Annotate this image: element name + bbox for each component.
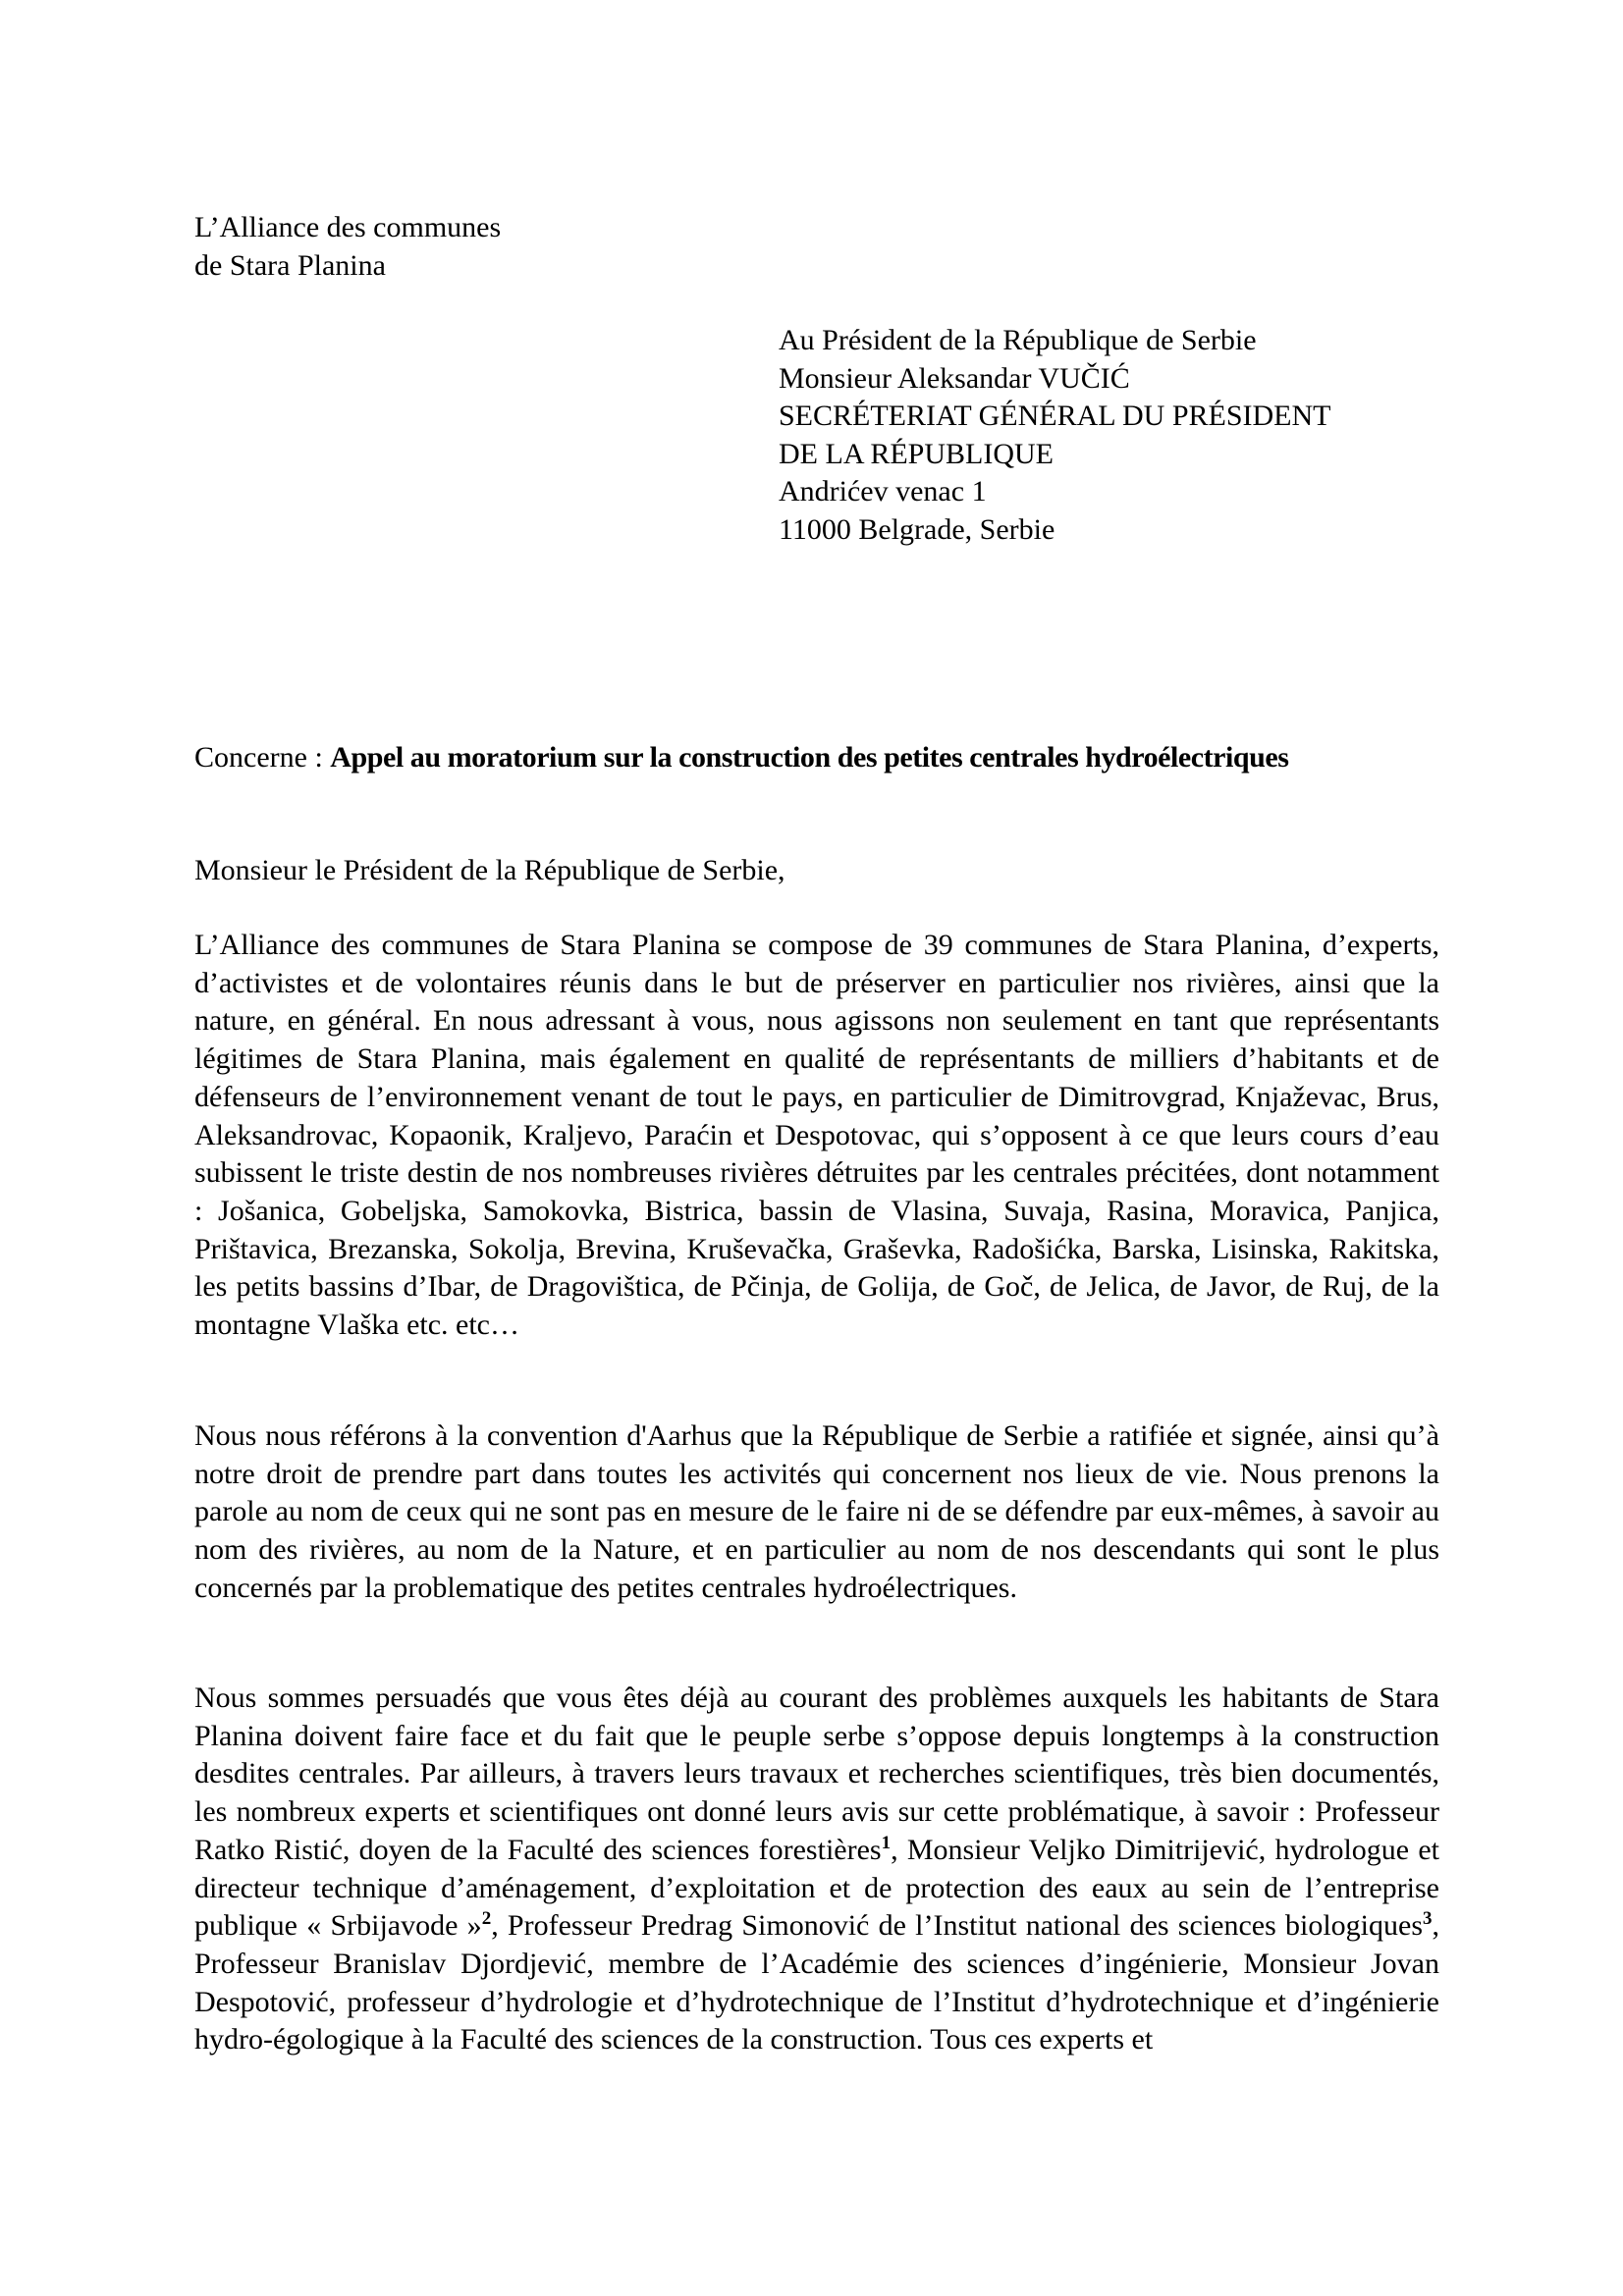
recipient-address-block xyxy=(779,322,1331,549)
recipient-line: Monsieur Aleksandar VUČIĆ xyxy=(779,361,1130,395)
salutation: Monsieur le Président de la République de Serbie, xyxy=(194,854,785,886)
subject-label: Concerne : xyxy=(194,741,331,774)
sender-line: de Stara Planina xyxy=(194,249,386,282)
recipient-line: Au Président de la République de Serbie xyxy=(779,324,1257,356)
body-paragraph xyxy=(194,1680,1439,2059)
subject-title: Appel au moratorium sur la construction des petites centrales hydroélectriques xyxy=(330,741,1289,774)
paragraph-text: , Professeur Predrag Simonović de l’Institut national des sciences biologiques xyxy=(491,1909,1423,1943)
paragraph-text: Nous sommes persuadés que vous êtes déjà au courant des problèmes auxquels les habitants de Stara Planina doivent faire face et du fait que le peuple serbe s’oppose depuis longtemps à la construction desdites centrales. Par ailleurs, à travers leurs travaux et recherches scientifiques, très bien documentés, les nombreux experts et scientifiques ont donné leurs avis sur cette problématique, à savoir : Professeur Ratko Ristić, doyen de la Faculté des sciences forestières xyxy=(194,1682,1439,1866)
sender-line: L’Alliance des communes xyxy=(194,211,502,243)
paragraph-text: , Monsieur Veljko Dimitrijević, hydrologue et directeur technique d’aménagement, d’exploitation et de protection des eaux au sein de l’entreprise publique « Srbijavode » xyxy=(194,1833,1439,1943)
recipient-line: Andrićev venac 1 xyxy=(779,475,987,507)
body-paragraph: L’Alliance des communes de Stara Planina se compose de 39 communes de Stara Planina, d’experts, d’activistes et de volontaires réunis dans le but de préserver en particulier nos rivières, ainsi que la nature, en général. En nous adressant à vous, nous agissons non seulement en tant que représentants légitimes de Stara Planina, mais également en qualité de représentants de milliers d’habitants et de défenseurs de l’environnement venant de tout le pays, en particulier de Dimitrovgrad, Knjaževac, Brus, Aleksandrovac, Kopaonik, Kraljevo, Paraćin et Despotovac, qui s’opposent à ce que leurs cours d’eau subissent le triste destin de nos nombreuses rivières détruites par les centrales précitées, dont notamment : Jošanica, Gobeljska, Samokovka, Bistrica, bassin de Vlasina, Suvaja, Rasina, Moravica, Panjica, Prištavica, Brezanska, Sokolja, Brevina, Kruševačka, Graševka, Radošićka, Barska, Lisinska, Rakitska, les petits bassins d’Ibar, de Dragovištica, de Pčinja, de Golija, de Goč, de Jelica, de Javor, de Ruj, de la montagne Vlaška etc. etc… xyxy=(194,929,1439,1342)
footnote-marker[interactable]: 2 xyxy=(481,1908,492,1930)
sender-block xyxy=(194,208,501,285)
recipient-line: SECRÉTERIAT GÉNÉRAL DU PRÉSIDENT xyxy=(779,400,1331,432)
footnote-marker[interactable]: 3 xyxy=(1423,1908,1433,1930)
subject-line xyxy=(194,738,1288,776)
paragraph-text: , Professeur Branislav Djordjević, membre de l’Académie des sciences d’ingénierie, Monsieur Jovan Despotović, professeur d’hydrologie et d’hydrotechnique de l’Institut d’hydrotechnique et d’ingénierie hydro-égologique à la Faculté des sciences de la construction. Tous ces experts et xyxy=(194,1909,1439,2056)
recipient-line: DE LA RÉPUBLIQUE xyxy=(779,437,1054,470)
body-paragraph: Nous nous référons à la convention d'Aarhus que la République de Serbie a ratifiée et signée, ainsi qu’à notre droit de prendre part dans toutes les activités qui concernent nos lieux de vie. Nous prenons la parole au nom de ceux qui ne sont pas en mesure de le faire ni de se défendre par eux-mêmes, à savoir au nom des rivières, au nom de la Nature, et en particulier au nom de nos descendants qui sont le plus concernés par la problematique des petites centrales hydroélectriques. xyxy=(194,1419,1439,1604)
recipient-line: 11000 Belgrade, Serbie xyxy=(779,512,1055,546)
footnote-marker[interactable]: 1 xyxy=(881,1832,892,1853)
